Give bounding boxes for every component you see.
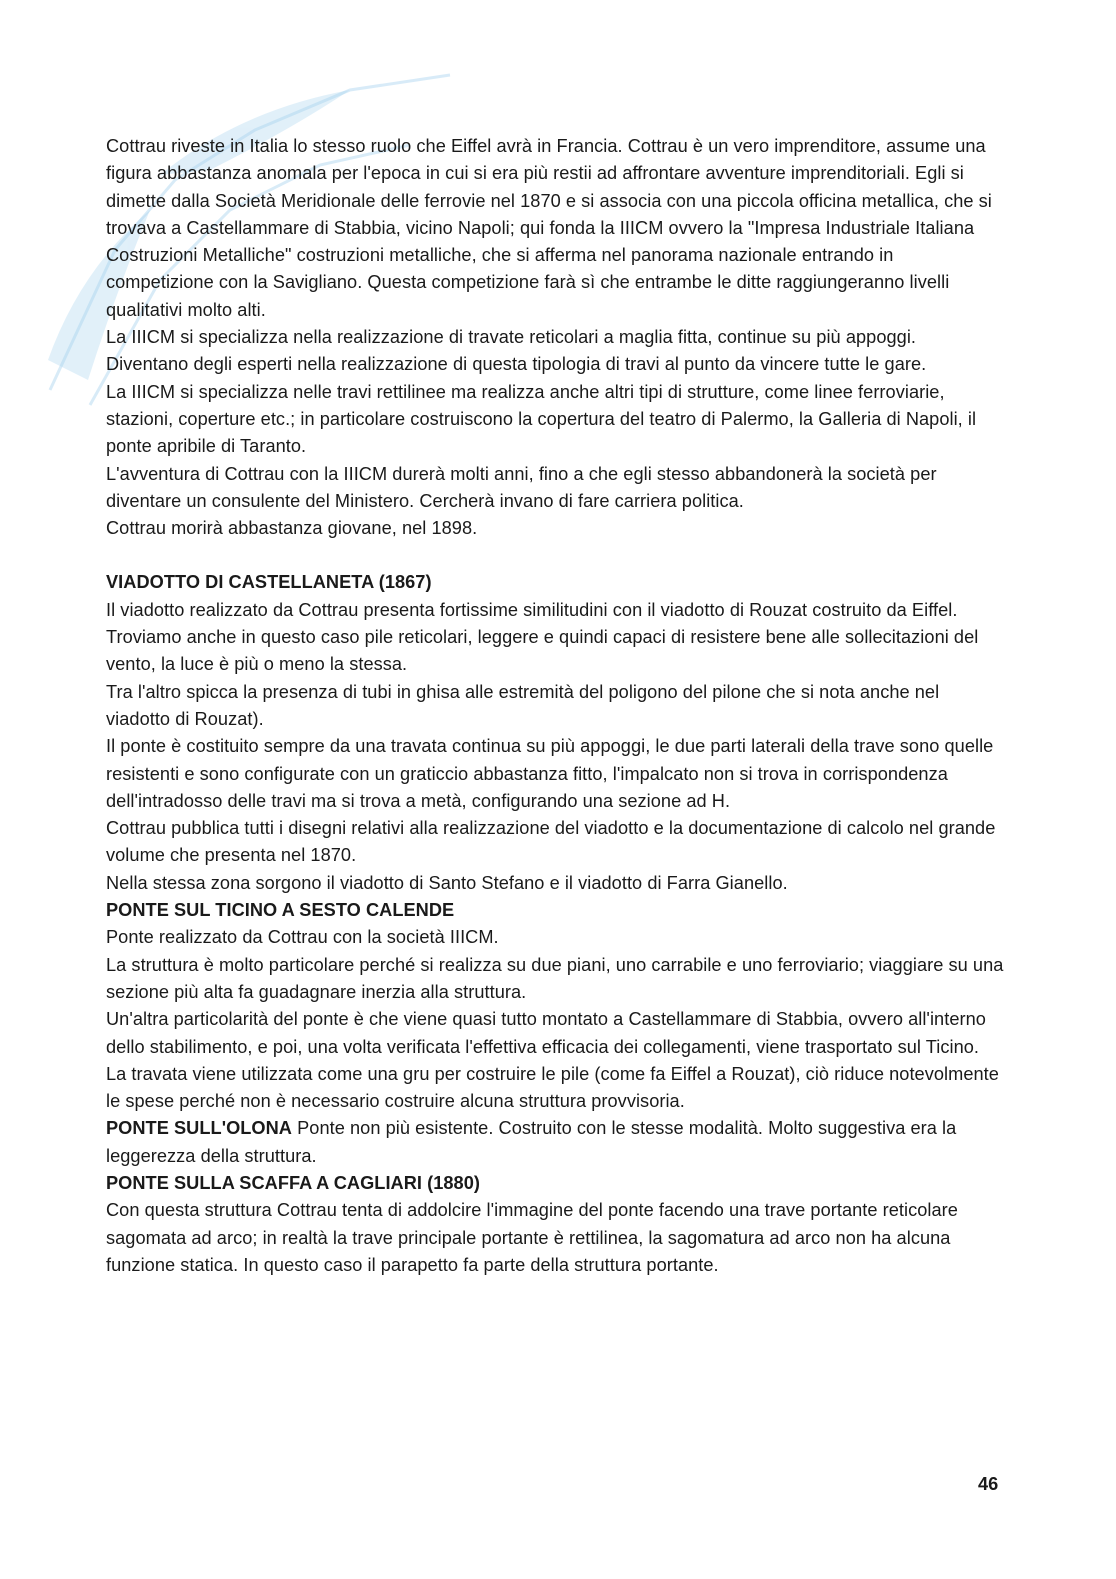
paragraph: La travata viene utilizzata come una gru per costruire le pile (come fa Eiffel a Rouzat), ciò riduce notevolmente le spese perché non è necessario costruire alcuna struttura provvisoria. [106, 1063, 999, 1112]
paragraph: Cottrau pubblica tutti i disegni relativi alla realizzazione del viadotto e la documentazione di calcolo nel grande volume che presenta nel 1870. [106, 818, 996, 866]
paragraph: Ponte realizzato da Cottrau con la società IIICM. [106, 927, 499, 948]
document-body [106, 133, 1006, 1279]
paragraph-olona [106, 1115, 1006, 1170]
spacer [106, 542, 1006, 569]
page-number: 46 [978, 1474, 999, 1494]
paragraph: Il viadotto realizzato da Cottrau presenta fortissime similitudini con il viadotto di Rouzat costruito da Eiffel. [106, 599, 958, 620]
paragraph: La IIICM si specializza nella realizzazione di travate reticolari a maglia fitta, continue su più appoggi. [106, 327, 917, 348]
section-heading-scaffa: PONTE SULLA SCAFFA A CAGLIARI (1880) [106, 1172, 480, 1193]
paragraph: Diventano degli esperti nella realizzazione di questa tipologia di travi al punto da vincere tutte le gare. [106, 354, 927, 375]
paragraph: Tra l'altro spicca la presenza di tubi in ghisa alle estremità del poligono del pilone che si nota anche nel viadotto di Rouzat). [106, 681, 940, 729]
paragraph: Cottrau riveste in Italia lo stesso ruolo che Eiffel avrà in Francia. Cottrau è un vero imprenditore, assume una figura abbastanza anomala per l'epoca in cui si era più restii ad affrontare avventure imprenditoriali. Egli si dimette dalla Società Meridionale delle ferrovie nel 1870 e si associa con una piccola officina metallica, che si trovava a Castellammare di Stabbia, vicino Napoli; qui fonda la IIICM ovvero la "Impresa Industriale Italiana Costruzioni Metalliche" costruzioni metalliche, che si afferma nel panorama nazionale entrando in competizione con la Savigliano. Questa competizione farà sì che entrambe le ditte raggiungeranno livelli qualitativi molto alti. [106, 136, 992, 320]
paragraph: L'avventura di Cottrau con la IIICM durerà molti anni, fino a che egli stesso abbandonerà la società per diventare un consulente del Ministero. Cercherà invano di fare carriera politica. [106, 463, 937, 511]
paragraph: Con questa struttura Cottrau tenta di addolcire l'immagine del ponte facendo una trave portante reticolare sagomata ad arco; in realtà la trave principale portante è rettilinea, la sagomatura ad arco non ha alcuna funzione statica. In questo caso il parapetto fa parte della struttura portante. [106, 1200, 958, 1275]
section-heading-ticino: PONTE SUL TICINO A SESTO CALENDE [106, 900, 455, 921]
paragraph: Il ponte è costituito sempre da una travata continua su più appoggi, le due parti laterali della trave sono quelle resistenti e sono configurate con un graticcio abbastanza fitto, l'impalcato non si trova in corrispondenza dell'intradosso delle travi ma si trova a metà, configurando una sezione ad H. [106, 736, 994, 811]
paragraph: La IIICM si specializza nelle travi rettilinee ma realizza anche altri tipi di strutture, come linee ferroviarie, stazioni, coperture etc.; in particolare costruiscono la copertura del teatro di Palermo, la Galleria di Napoli, il ponte apribile di Taranto. [106, 381, 977, 457]
paragraph: Un'altra particolarità del ponte è che viene quasi tutto montato a Castellammare di Stabbia, ovvero all'interno dello stabilimento, e poi, una volta verificata l'effettiva efficacia dei collegamenti, viene trasportato sul Ticino. [106, 1009, 986, 1057]
section-heading-olona: PONTE SULL'OLONA [106, 1118, 292, 1139]
paragraph: Cottrau morirà abbastanza giovane, nel 1898. [106, 518, 478, 539]
paragraph: Nella stessa zona sorgono il viadotto di Santo Stefano e il viadotto di Farra Gianello. [106, 872, 788, 893]
olona-text: Ponte non più esistente. Costruito con le stesse modalità. Molto suggestiva era la leggerezza della struttura. [106, 1118, 957, 1166]
paragraph: Troviamo anche in questo caso pile reticolari, leggere e quindi capaci di resistere bene alle sollecitazioni del vento, la luce è più o meno la stessa. [106, 627, 979, 675]
section-heading-castellaneta: VIADOTTO DI CASTELLANETA (1867) [106, 572, 432, 593]
paragraph: La struttura è molto particolare perché si realizza su due piani, uno carrabile e uno ferroviario; viaggiare su una sezione più alta fa guadagnare inerzia alla struttura. [106, 954, 1004, 1002]
